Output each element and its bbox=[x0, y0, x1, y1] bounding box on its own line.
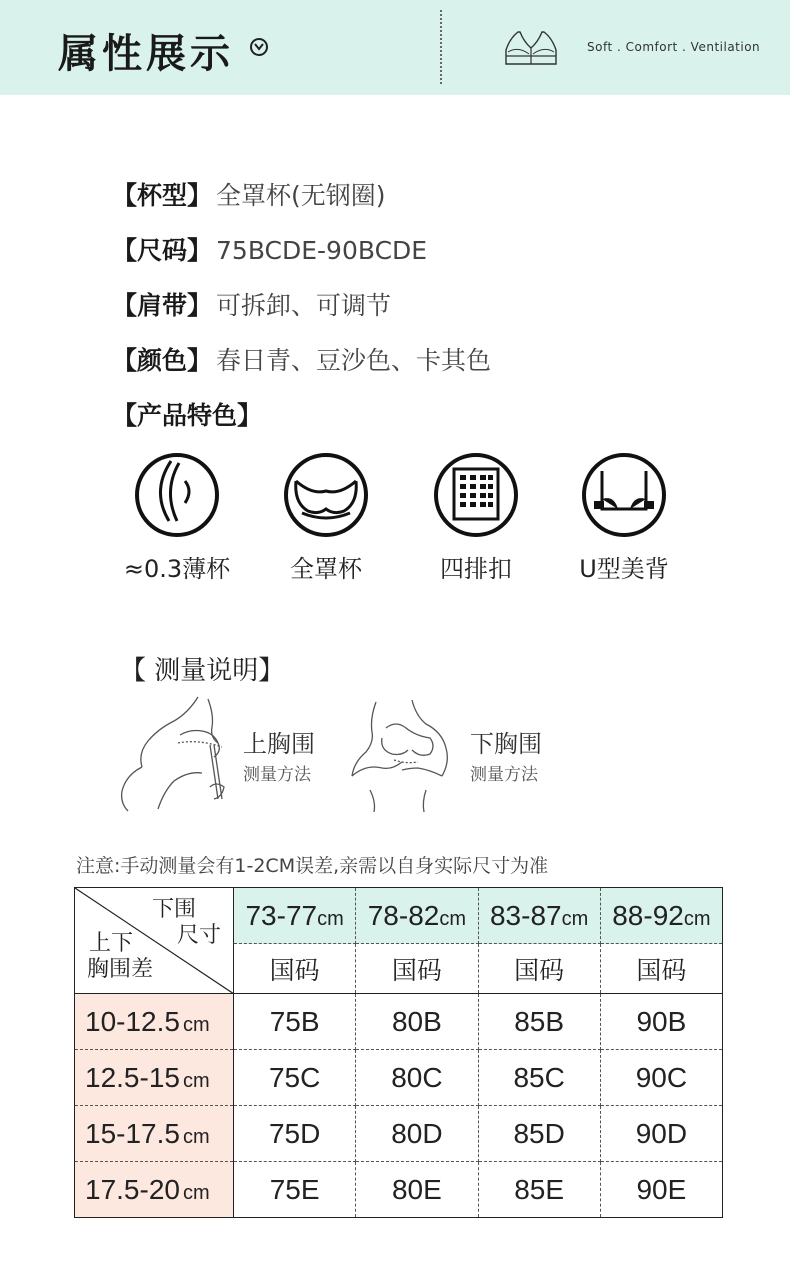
feature-thin-cup bbox=[102, 451, 252, 584]
corner-top-label: 下围 bbox=[152, 897, 197, 922]
size-cell: 85D bbox=[478, 1106, 600, 1162]
feature-label: 全罩杯 bbox=[290, 555, 362, 583]
size-cell: 85C bbox=[478, 1050, 600, 1106]
attr-size bbox=[112, 231, 427, 267]
full-cup-icon bbox=[282, 451, 370, 539]
corner-left-label-2: 胸围差 bbox=[87, 957, 154, 982]
feature-label: U型美背 bbox=[579, 555, 669, 583]
header-banner bbox=[0, 0, 790, 95]
table-row bbox=[75, 994, 723, 1050]
size-cell: 85E bbox=[478, 1162, 600, 1218]
feature-label: ≈0.3薄杯 bbox=[123, 555, 231, 583]
four-hook-icon bbox=[432, 451, 520, 539]
chevron-down-icon bbox=[250, 38, 268, 56]
underbust-range-header: 83-87cm bbox=[478, 888, 600, 944]
size-cell: 90D bbox=[600, 1106, 722, 1162]
header-divider bbox=[440, 10, 442, 84]
size-cell: 80E bbox=[356, 1162, 478, 1218]
size-cell: 75C bbox=[234, 1050, 356, 1106]
feature-u-back bbox=[549, 451, 699, 584]
size-cell: 75D bbox=[234, 1106, 356, 1162]
corner-left-label: 上下 bbox=[89, 931, 134, 956]
table-row bbox=[75, 1050, 723, 1106]
attr-cup-type bbox=[112, 176, 386, 212]
measurement-note: 注意:手动测量会有1-2CM误差,亲需以自身实际尺寸为准 bbox=[76, 855, 549, 877]
size-cell: 90B bbox=[600, 994, 722, 1050]
table-row bbox=[75, 1106, 723, 1162]
size-code-header: 国码 bbox=[600, 944, 722, 994]
upper-bust-sub: 测量方法 bbox=[243, 765, 311, 785]
attr-features-heading bbox=[112, 396, 262, 432]
bust-diff-cell: 17.5-20 cm bbox=[75, 1162, 234, 1218]
attr-key: 【杯型】 bbox=[112, 181, 213, 210]
attr-value: 75BCDE-90BCDE bbox=[216, 236, 428, 265]
upper-bust-figure-icon bbox=[118, 695, 238, 813]
underbust-range-header: 73-77cm bbox=[234, 888, 356, 944]
page-title: 属性展示 bbox=[58, 31, 234, 77]
size-cell: 80B bbox=[356, 994, 478, 1050]
attr-key: 【产品特色】 bbox=[112, 401, 263, 430]
size-cell: 90C bbox=[600, 1050, 722, 1106]
bust-diff-cell: 15-17.5 cm bbox=[75, 1106, 234, 1162]
feature-full-cup bbox=[251, 451, 401, 584]
table-row bbox=[75, 1162, 723, 1218]
bust-diff-cell: 12.5-15 cm bbox=[75, 1050, 234, 1106]
size-cell: 85B bbox=[478, 994, 600, 1050]
measurement-title: 【 测量说明】 bbox=[120, 656, 285, 686]
size-cell: 75E bbox=[234, 1162, 356, 1218]
underbust-range-header: 78-82cm bbox=[356, 888, 478, 944]
upper-bust-label bbox=[243, 724, 315, 785]
under-bust-sub: 测量方法 bbox=[470, 765, 538, 785]
attr-key: 【肩带】 bbox=[112, 291, 213, 320]
thin-cup-icon bbox=[133, 451, 221, 539]
size-table bbox=[74, 887, 723, 1262]
corner-top-label-2: 尺寸 bbox=[177, 923, 222, 948]
underbust-range-header: 88-92cm bbox=[600, 888, 722, 944]
under-bust-title: 下胸围 bbox=[470, 730, 542, 758]
size-code-header: 国码 bbox=[234, 944, 356, 994]
bra-icon bbox=[502, 28, 560, 66]
attr-value: 春日青、豆沙色、卡其色 bbox=[216, 346, 492, 375]
size-code-header: 国码 bbox=[478, 944, 600, 994]
table-corner-header bbox=[75, 888, 234, 994]
size-cell: 90E bbox=[600, 1162, 722, 1218]
under-bust-figure-icon bbox=[346, 698, 456, 814]
u-back-icon bbox=[580, 451, 668, 539]
feature-four-hook bbox=[401, 451, 551, 584]
size-cell: 75B bbox=[234, 994, 356, 1050]
bust-diff-cell: 10-12.5 cm bbox=[75, 994, 234, 1050]
under-bust-label bbox=[470, 724, 542, 785]
upper-bust-title: 上胸围 bbox=[243, 730, 315, 758]
attr-key: 【尺码】 bbox=[112, 236, 213, 265]
feature-label: 四排扣 bbox=[440, 555, 512, 583]
attr-key: 【颜色】 bbox=[112, 346, 213, 375]
attr-strap bbox=[112, 286, 391, 322]
tagline: Soft . Comfort . Ventilation bbox=[587, 40, 761, 54]
attr-color bbox=[112, 341, 491, 377]
size-cell: 80D bbox=[356, 1106, 478, 1162]
size-cell: 80C bbox=[356, 1050, 478, 1106]
size-code-header: 国码 bbox=[356, 944, 478, 994]
attr-value: 可拆卸、可调节 bbox=[216, 291, 392, 320]
attr-value: 全罩杯(无钢圈) bbox=[216, 181, 386, 210]
